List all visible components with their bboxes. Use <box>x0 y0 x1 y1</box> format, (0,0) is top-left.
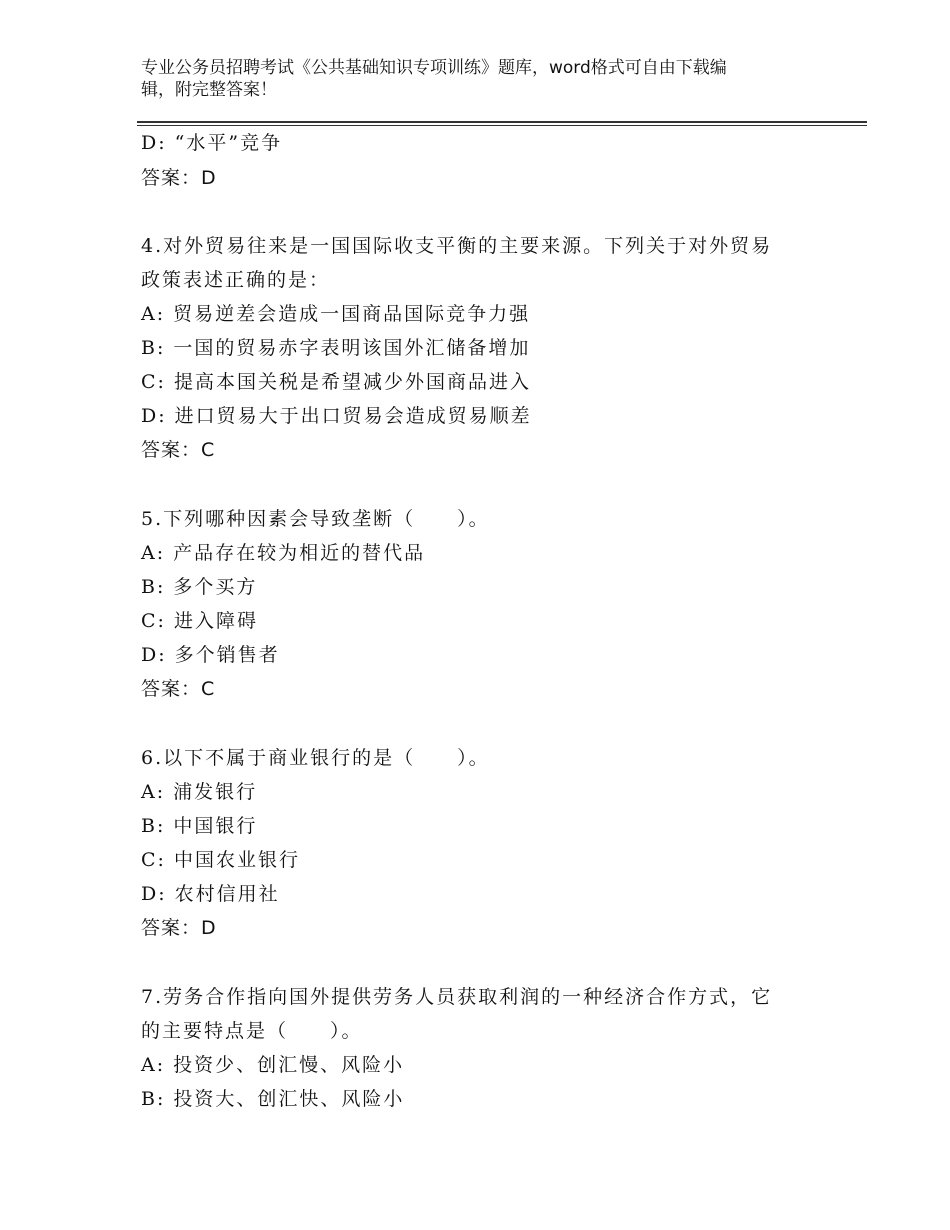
question-6-stem: 6.以下不属于商业银行的是（ ）。 <box>141 747 490 769</box>
question-5-option-d: D: 多个销售者 <box>141 644 280 666</box>
header-line-1: 专业公务员招聘考试《公共基础知识专项训练》题库，word格式可自由下载编 <box>141 58 727 78</box>
question-6-option-d: D: 农村信用社 <box>141 883 280 905</box>
question-5-option-b: B: 多个买方 <box>141 576 258 598</box>
option-d: D: “水平”竞争 <box>141 132 283 154</box>
header-line-2: 辑，附完整答案！ <box>141 80 277 100</box>
answer-line: 答案：D <box>141 167 217 189</box>
question-7-option-a: A: 投资少、创汇慢、风险小 <box>141 1054 405 1076</box>
header-rule-thin <box>137 125 867 126</box>
question-5-stem: 5.下列哪种因素会导致垄断（ ）。 <box>141 508 490 530</box>
question-4-option-c: C: 提高本国关税是希望减少外国商品进入 <box>141 371 531 393</box>
question-6-answer: 答案：D <box>141 917 217 939</box>
question-7-stem: 7.劳务合作指向国外提供劳务人员获取利润的一种经济合作方式，它 <box>141 986 773 1008</box>
question-6-option-b: B: 中国银行 <box>141 815 258 837</box>
question-6-option-a: A: 浦发银行 <box>141 781 258 803</box>
question-5-option-c: C: 进入障碍 <box>141 610 258 632</box>
question-7-stem-cont: 的主要特点是（ ）。 <box>141 1020 363 1042</box>
question-4-option-b: B: 一国的贸易赤字表明该国外汇储备增加 <box>141 337 531 359</box>
question-4-option-a: A: 贸易逆差会造成一国商品国际竞争力强 <box>141 303 531 325</box>
header-rule-thick <box>137 121 867 123</box>
question-5-answer: 答案：C <box>141 678 216 700</box>
question-4-option-d: D: 进口贸易大于出口贸易会造成贸易顺差 <box>141 405 532 427</box>
question-7-option-b: B: 投资大、创汇快、风险小 <box>141 1088 405 1110</box>
question-6-option-c: C: 中国农业银行 <box>141 849 300 871</box>
question-4-stem-cont: 政策表述正确的是： <box>141 269 331 291</box>
question-4-answer: 答案：C <box>141 439 216 461</box>
question-4-stem: 4.对外贸易往来是一国国际收支平衡的主要来源。下列关于对外贸易 <box>141 235 773 257</box>
question-5-option-a: A: 产品存在较为相近的替代品 <box>141 542 426 564</box>
